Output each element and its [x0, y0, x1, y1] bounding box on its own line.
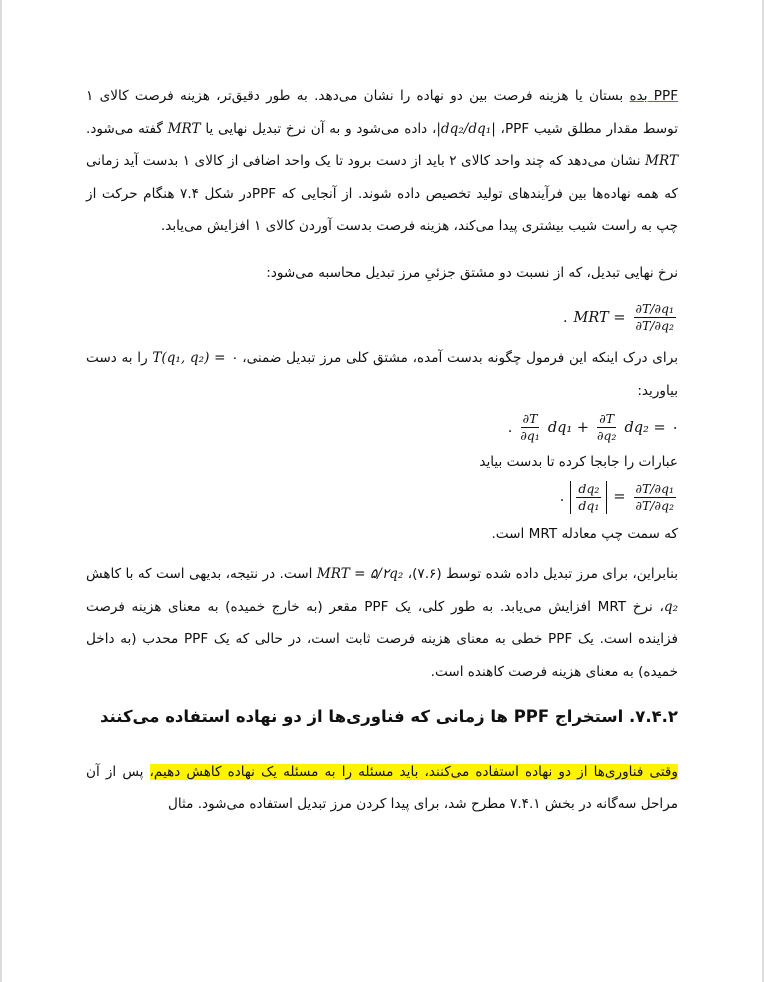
highlighted-text: وقتی فناوری‌ها از دو نهاده استفاده می‌کنند، باید مسئله را به مسئله یک نهاده کاهش دهیم، [149, 763, 678, 780]
ppf-link[interactable]: PPF بده [629, 88, 679, 104]
paragraph-two-inputs: وقتی فناوری‌ها از دو نهاده استفاده می‌کنند، باید مسئله را به مسئله یک نهاده کاهش دهیم، پس از آن مراحل سه‌گانه در بخش ۷.۴.۱ مطرح شد، برای پیدا کردن مرز تبدیل استفاده می‌شود. مثال [86, 763, 678, 813]
paragraph-rearrange: عبارات را جابجا کرده تا بدست بیاید [479, 454, 678, 470]
paragraph-lhs-mrt: که سمت چپ معادله MRT است. [491, 525, 678, 542]
abs-slope-math: |dq₂/dq₁| [436, 120, 496, 137]
mrt-math-2: MRT [645, 153, 679, 169]
equation-slope: . $\frac{\text{dq₂}}{\text{dq₁}}$ = $\frac{\text{∂T/∂q₁}}{\text{∂T/∂q₂}}$ [559, 480, 674, 513]
paragraph-total-derivative: برای درک اینکه این فرمول چگونه بدست آمده، مشتق کلی مرز تبدیل ضمنی، T(q₁, q₂) = ۰ را به دست بیاورید: [86, 350, 678, 399]
section-heading-7-4-2: ۷.۴.۲. استخراج PPF ها زمانی که فناوری‌ها از دو نهاده استفاده می‌کنند [99, 707, 678, 726]
equation-total-derivative: . $\frac{\partial T}{\text{∂q₁}}$ dq₁ + $\frac{\partial T}{\text{∂q₂}}$ dq₂ = ۰ [507, 411, 678, 443]
paragraph-ppf-tradeoff: PPF بده بستان یا هزینه فرصت بین دو نهاده را نشان می‌دهد. به طور دقیق‌تر، هزینه فرصت کالای ۱ توسط مقدار مطلق شیب PPF، |dq₂/dq₁|، داده می‌شود و به آن نرخ تبدیل نهایی یا MRT گفته می‌شود. MRT نشان می‌دهد که چند واحد کالای ۲ باید از دست برود تا یک واحد اضافی از کالای ۱ بدست آید زمانی که همه نهاده‌ها بین فرآیندهای تولید تخصیص داده شوند. از آنجایی که PPFدر شکل ۷.۴ هنگام حرکت از چپ به راست شیب بیشتری پیدا می‌کند، هزینه فرصت بدست آوردن کالای ۱ افزایش می‌یابد. [86, 88, 679, 234]
abs-value-bars: $\frac{\text{dq₂}}{\text{dq₁}}$ [570, 481, 607, 514]
implicit-frontier-math: T(q₁, q₂) = ۰ [152, 350, 238, 366]
equation-mrt: . MRT = $\frac{\text{∂T/∂q₁}}{\text{∂T/∂q₂}}$ [562, 301, 674, 333]
page-left-edge [0, 0, 2, 982]
mrt-fraction: $\frac{\text{∂T/∂q₁}}{\text{∂T/∂q₂}}$ [635, 301, 674, 333]
document-body [86, 80, 678, 821]
paragraph-mrt-definition: نرخ نهایی تبدیل، که از نسبت دو مشتق جزئیِ مرز تبدیل محاسبه می‌شود: [266, 264, 678, 281]
paragraph-concavity: بنابراین، برای مرز تبدیل داده شده توسط (۷.۶)، MRT = ۵/۲q₂ است. در نتیجه، بدیهی است که با کاهش q₂، نرخ MRT افزایش می‌یابد. به طور کلی، یک PPF مقعر (به خارج خمیده) به معنای هزینه فرصت فزاینده است. یک PPF خطی به معنای هزینه فرصت ثابت است، در حالی که یک PPF محدب (به داخل خمیده) به معنای هزینه فرصت کاهنده است. [86, 566, 679, 680]
mrt-math: MRT [167, 120, 201, 137]
